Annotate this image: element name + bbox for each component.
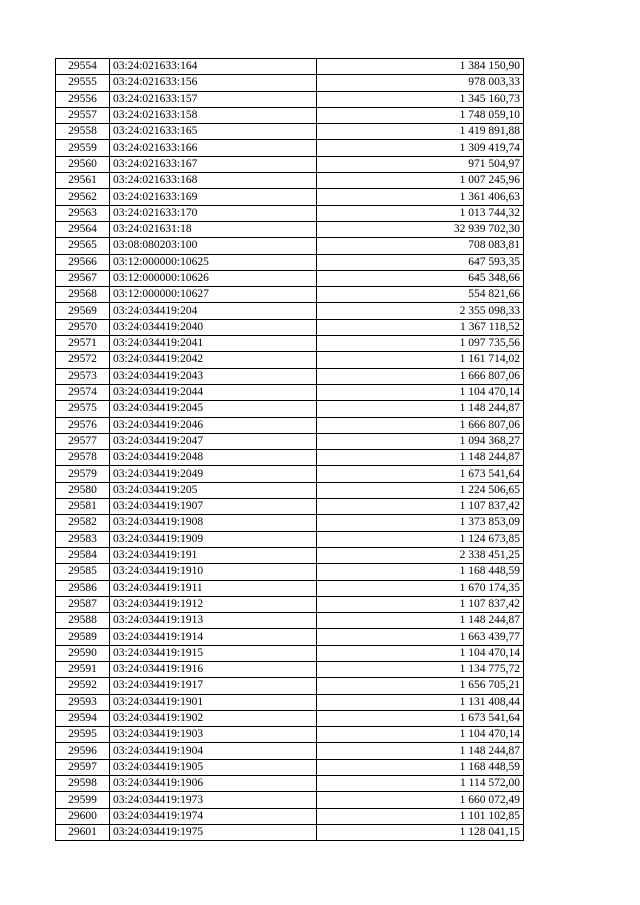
cadastral-value-cell: 1 367 118,52 bbox=[317, 319, 524, 335]
cadastral-value-cell: 978 003,33 bbox=[317, 75, 524, 91]
table-row bbox=[56, 384, 524, 400]
row-number-cell: 29554 bbox=[56, 59, 110, 75]
row-number-cell: 29560 bbox=[56, 156, 110, 172]
cadastral-value-cell: 1 124 673,85 bbox=[317, 531, 524, 547]
cadastral-value-cell: 1 168 448,59 bbox=[317, 759, 524, 775]
table-row bbox=[56, 824, 524, 840]
row-number-cell: 29570 bbox=[56, 319, 110, 335]
cadastral-number-cell: 03:24:034419:1904 bbox=[110, 743, 317, 759]
cadastral-number-cell: 03:24:034419:2046 bbox=[110, 417, 317, 433]
row-number-cell: 29578 bbox=[56, 450, 110, 466]
table-row bbox=[56, 368, 524, 384]
cadastral-value-cell: 32 939 702,30 bbox=[317, 221, 524, 237]
row-number-cell: 29582 bbox=[56, 515, 110, 531]
row-number-cell: 29586 bbox=[56, 580, 110, 596]
cadastral-number-cell: 03:24:034419:2049 bbox=[110, 466, 317, 482]
table-row bbox=[56, 59, 524, 75]
row-number-cell: 29590 bbox=[56, 645, 110, 661]
table-row bbox=[56, 173, 524, 189]
cadastral-number-cell: 03:24:021633:169 bbox=[110, 189, 317, 205]
cadastral-number-cell: 03:24:034419:205 bbox=[110, 482, 317, 498]
cadastral-value-cell: 1 168 448,59 bbox=[317, 564, 524, 580]
cadastral-value-cell: 1 384 150,90 bbox=[317, 59, 524, 75]
row-number-cell: 29574 bbox=[56, 384, 110, 400]
cadastral-number-cell: 03:24:021633:164 bbox=[110, 59, 317, 75]
cadastral-value-cell: 1 107 837,42 bbox=[317, 596, 524, 612]
cadastral-value-cell: 1 656 705,21 bbox=[317, 678, 524, 694]
table-row bbox=[56, 629, 524, 645]
row-number-cell: 29562 bbox=[56, 189, 110, 205]
row-number-cell: 29561 bbox=[56, 173, 110, 189]
cadastral-value-cell: 1 361 406,63 bbox=[317, 189, 524, 205]
cadastral-number-cell: 03:24:034419:204 bbox=[110, 303, 317, 319]
cadastral-number-cell: 03:24:034419:1913 bbox=[110, 613, 317, 629]
table-row bbox=[56, 450, 524, 466]
cadastral-value-cell: 1 104 470,14 bbox=[317, 645, 524, 661]
cadastral-number-cell: 03:24:034419:2044 bbox=[110, 384, 317, 400]
cadastral-number-cell: 03:24:034419:191 bbox=[110, 547, 317, 563]
row-number-cell: 29598 bbox=[56, 776, 110, 792]
cadastral-number-cell: 03:08:080203:100 bbox=[110, 238, 317, 254]
table-row bbox=[56, 205, 524, 221]
row-number-cell: 29575 bbox=[56, 401, 110, 417]
cadastral-number-cell: 03:24:034419:2041 bbox=[110, 336, 317, 352]
cadastral-number-cell: 03:24:034419:2047 bbox=[110, 433, 317, 449]
cadastral-value-cell: 1 748 059,10 bbox=[317, 107, 524, 123]
cadastral-number-cell: 03:24:021633:157 bbox=[110, 91, 317, 107]
table-row bbox=[56, 91, 524, 107]
table-row bbox=[56, 743, 524, 759]
cadastral-value-cell: 971 504,97 bbox=[317, 156, 524, 172]
cadastral-number-cell: 03:24:021633:166 bbox=[110, 140, 317, 156]
cadastral-number-cell: 03:24:021631:18 bbox=[110, 221, 317, 237]
cadastral-number-cell: 03:24:034419:1905 bbox=[110, 759, 317, 775]
table-row bbox=[56, 319, 524, 335]
row-number-cell: 29555 bbox=[56, 75, 110, 91]
table-row bbox=[56, 710, 524, 726]
cadastral-value-cell: 1 104 470,14 bbox=[317, 384, 524, 400]
row-number-cell: 29569 bbox=[56, 303, 110, 319]
cadastral-number-cell: 03:24:034419:1906 bbox=[110, 776, 317, 792]
row-number-cell: 29557 bbox=[56, 107, 110, 123]
row-number-cell: 29589 bbox=[56, 629, 110, 645]
cadastral-number-cell: 03:24:034419:2043 bbox=[110, 368, 317, 384]
row-number-cell: 29571 bbox=[56, 336, 110, 352]
cadastral-number-cell: 03:24:034419:1907 bbox=[110, 499, 317, 515]
cadastral-value-cell: 2 338 451,25 bbox=[317, 547, 524, 563]
cadastral-number-cell: 03:12:000000:10627 bbox=[110, 287, 317, 303]
cadastral-number-cell: 03:24:034419:1916 bbox=[110, 661, 317, 677]
table-row bbox=[56, 401, 524, 417]
table-row bbox=[56, 580, 524, 596]
row-number-cell: 29596 bbox=[56, 743, 110, 759]
cadastral-number-cell: 03:24:034419:1903 bbox=[110, 727, 317, 743]
row-number-cell: 29565 bbox=[56, 238, 110, 254]
cadastral-number-cell: 03:24:034419:1917 bbox=[110, 678, 317, 694]
cadastral-number-cell: 03:24:021633:170 bbox=[110, 205, 317, 221]
cadastral-value-cell: 1 131 408,44 bbox=[317, 694, 524, 710]
row-number-cell: 29559 bbox=[56, 140, 110, 156]
cadastral-value-cell: 1 666 807,06 bbox=[317, 417, 524, 433]
table-row bbox=[56, 727, 524, 743]
cadastral-value-cell: 1 101 102,85 bbox=[317, 808, 524, 824]
cadastral-number-cell: 03:24:034419:2048 bbox=[110, 450, 317, 466]
table-row bbox=[56, 678, 524, 694]
cadastral-value-cell: 1 134 775,72 bbox=[317, 661, 524, 677]
cadastral-value-cell: 1 104 470,14 bbox=[317, 727, 524, 743]
cadastral-number-cell: 03:12:000000:10626 bbox=[110, 270, 317, 286]
row-number-cell: 29595 bbox=[56, 727, 110, 743]
cadastral-value-cell: 1 114 572,00 bbox=[317, 776, 524, 792]
cadastral-value-cell: 1 107 837,42 bbox=[317, 499, 524, 515]
cadastral-number-cell: 03:24:034419:1910 bbox=[110, 564, 317, 580]
row-number-cell: 29583 bbox=[56, 531, 110, 547]
cadastral-value-cell: 1 670 174,35 bbox=[317, 580, 524, 596]
row-number-cell: 29566 bbox=[56, 254, 110, 270]
row-number-cell: 29563 bbox=[56, 205, 110, 221]
cadastral-number-cell: 03:24:034419:1914 bbox=[110, 629, 317, 645]
table-row bbox=[56, 482, 524, 498]
row-number-cell: 29580 bbox=[56, 482, 110, 498]
cadastral-value-cell: 1 148 244,87 bbox=[317, 450, 524, 466]
table-row bbox=[56, 124, 524, 140]
cadastral-value-cell: 1 660 072,49 bbox=[317, 792, 524, 808]
cadastral-value-cell: 1 007 245,96 bbox=[317, 173, 524, 189]
table-row bbox=[56, 466, 524, 482]
table-row bbox=[56, 221, 524, 237]
cadastral-number-cell: 03:24:034419:1902 bbox=[110, 710, 317, 726]
cadastral-value-cell: 1 128 041,15 bbox=[317, 824, 524, 840]
table-row bbox=[56, 270, 524, 286]
cadastral-number-cell: 03:24:021633:158 bbox=[110, 107, 317, 123]
cadastral-value-cell: 708 083,81 bbox=[317, 238, 524, 254]
table-row bbox=[56, 808, 524, 824]
table-row bbox=[56, 287, 524, 303]
cadastral-value-cell: 1 097 735,56 bbox=[317, 336, 524, 352]
table-row bbox=[56, 336, 524, 352]
cadastral-value-cell: 1 224 506,65 bbox=[317, 482, 524, 498]
row-number-cell: 29585 bbox=[56, 564, 110, 580]
row-number-cell: 29592 bbox=[56, 678, 110, 694]
cadastral-value-cell: 1 013 744,32 bbox=[317, 205, 524, 221]
cadastral-number-cell: 03:24:034419:2042 bbox=[110, 352, 317, 368]
table-row bbox=[56, 352, 524, 368]
table-row bbox=[56, 564, 524, 580]
table-row bbox=[56, 303, 524, 319]
row-number-cell: 29568 bbox=[56, 287, 110, 303]
table-row bbox=[56, 254, 524, 270]
row-number-cell: 29599 bbox=[56, 792, 110, 808]
table-body bbox=[56, 59, 524, 841]
cadastral-number-cell: 03:24:034419:1901 bbox=[110, 694, 317, 710]
table-row bbox=[56, 759, 524, 775]
table-row bbox=[56, 499, 524, 515]
cadastral-value-table bbox=[55, 58, 524, 841]
table-row bbox=[56, 140, 524, 156]
cadastral-value-cell: 554 821,66 bbox=[317, 287, 524, 303]
cadastral-number-cell: 03:24:021633:165 bbox=[110, 124, 317, 140]
table-row bbox=[56, 156, 524, 172]
row-number-cell: 29594 bbox=[56, 710, 110, 726]
cadastral-value-cell: 1 161 714,02 bbox=[317, 352, 524, 368]
row-number-cell: 29587 bbox=[56, 596, 110, 612]
table-row bbox=[56, 75, 524, 91]
table-row bbox=[56, 547, 524, 563]
row-number-cell: 29579 bbox=[56, 466, 110, 482]
table-row bbox=[56, 107, 524, 123]
cadastral-value-cell: 1 419 891,88 bbox=[317, 124, 524, 140]
cadastral-number-cell: 03:12:000000:10625 bbox=[110, 254, 317, 270]
cadastral-number-cell: 03:24:021633:167 bbox=[110, 156, 317, 172]
cadastral-value-cell: 2 355 098,33 bbox=[317, 303, 524, 319]
table-row bbox=[56, 417, 524, 433]
row-number-cell: 29593 bbox=[56, 694, 110, 710]
row-number-cell: 29564 bbox=[56, 221, 110, 237]
row-number-cell: 29558 bbox=[56, 124, 110, 140]
table-row bbox=[56, 515, 524, 531]
cadastral-value-cell: 645 348,66 bbox=[317, 270, 524, 286]
cadastral-value-cell: 1 094 368,27 bbox=[317, 433, 524, 449]
row-number-cell: 29572 bbox=[56, 352, 110, 368]
cadastral-number-cell: 03:24:034419:1974 bbox=[110, 808, 317, 824]
cadastral-number-cell: 03:24:034419:1975 bbox=[110, 824, 317, 840]
row-number-cell: 29588 bbox=[56, 613, 110, 629]
row-number-cell: 29556 bbox=[56, 91, 110, 107]
cadastral-value-cell: 1 309 419,74 bbox=[317, 140, 524, 156]
row-number-cell: 29601 bbox=[56, 824, 110, 840]
table-row bbox=[56, 792, 524, 808]
cadastral-value-cell: 1 345 160,73 bbox=[317, 91, 524, 107]
cadastral-value-cell: 1 148 244,87 bbox=[317, 613, 524, 629]
table-row bbox=[56, 433, 524, 449]
row-number-cell: 29573 bbox=[56, 368, 110, 384]
cadastral-number-cell: 03:24:021633:156 bbox=[110, 75, 317, 91]
table-row bbox=[56, 596, 524, 612]
table-row bbox=[56, 645, 524, 661]
table-row bbox=[56, 531, 524, 547]
row-number-cell: 29576 bbox=[56, 417, 110, 433]
table-row bbox=[56, 189, 524, 205]
cadastral-value-cell: 1 673 541,64 bbox=[317, 466, 524, 482]
cadastral-value-cell: 1 663 439,77 bbox=[317, 629, 524, 645]
row-number-cell: 29584 bbox=[56, 547, 110, 563]
cadastral-value-cell: 1 673 541,64 bbox=[317, 710, 524, 726]
cadastral-value-cell: 647 593,35 bbox=[317, 254, 524, 270]
row-number-cell: 29597 bbox=[56, 759, 110, 775]
row-number-cell: 29591 bbox=[56, 661, 110, 677]
cadastral-number-cell: 03:24:034419:2045 bbox=[110, 401, 317, 417]
cadastral-number-cell: 03:24:034419:1909 bbox=[110, 531, 317, 547]
cadastral-number-cell: 03:24:034419:1915 bbox=[110, 645, 317, 661]
table-row bbox=[56, 238, 524, 254]
cadastral-number-cell: 03:24:021633:168 bbox=[110, 173, 317, 189]
cadastral-value-cell: 1 373 853,09 bbox=[317, 515, 524, 531]
cadastral-value-cell: 1 666 807,06 bbox=[317, 368, 524, 384]
cadastral-number-cell: 03:24:034419:1911 bbox=[110, 580, 317, 596]
row-number-cell: 29581 bbox=[56, 499, 110, 515]
cadastral-number-cell: 03:24:034419:1973 bbox=[110, 792, 317, 808]
table-row bbox=[56, 661, 524, 677]
cadastral-number-cell: 03:24:034419:2040 bbox=[110, 319, 317, 335]
table-row bbox=[56, 776, 524, 792]
cadastral-number-cell: 03:24:034419:1908 bbox=[110, 515, 317, 531]
row-number-cell: 29600 bbox=[56, 808, 110, 824]
cadastral-number-cell: 03:24:034419:1912 bbox=[110, 596, 317, 612]
cadastral-value-cell: 1 148 244,87 bbox=[317, 401, 524, 417]
row-number-cell: 29577 bbox=[56, 433, 110, 449]
row-number-cell: 29567 bbox=[56, 270, 110, 286]
cadastral-value-cell: 1 148 244,87 bbox=[317, 743, 524, 759]
table-row bbox=[56, 613, 524, 629]
table-row bbox=[56, 694, 524, 710]
